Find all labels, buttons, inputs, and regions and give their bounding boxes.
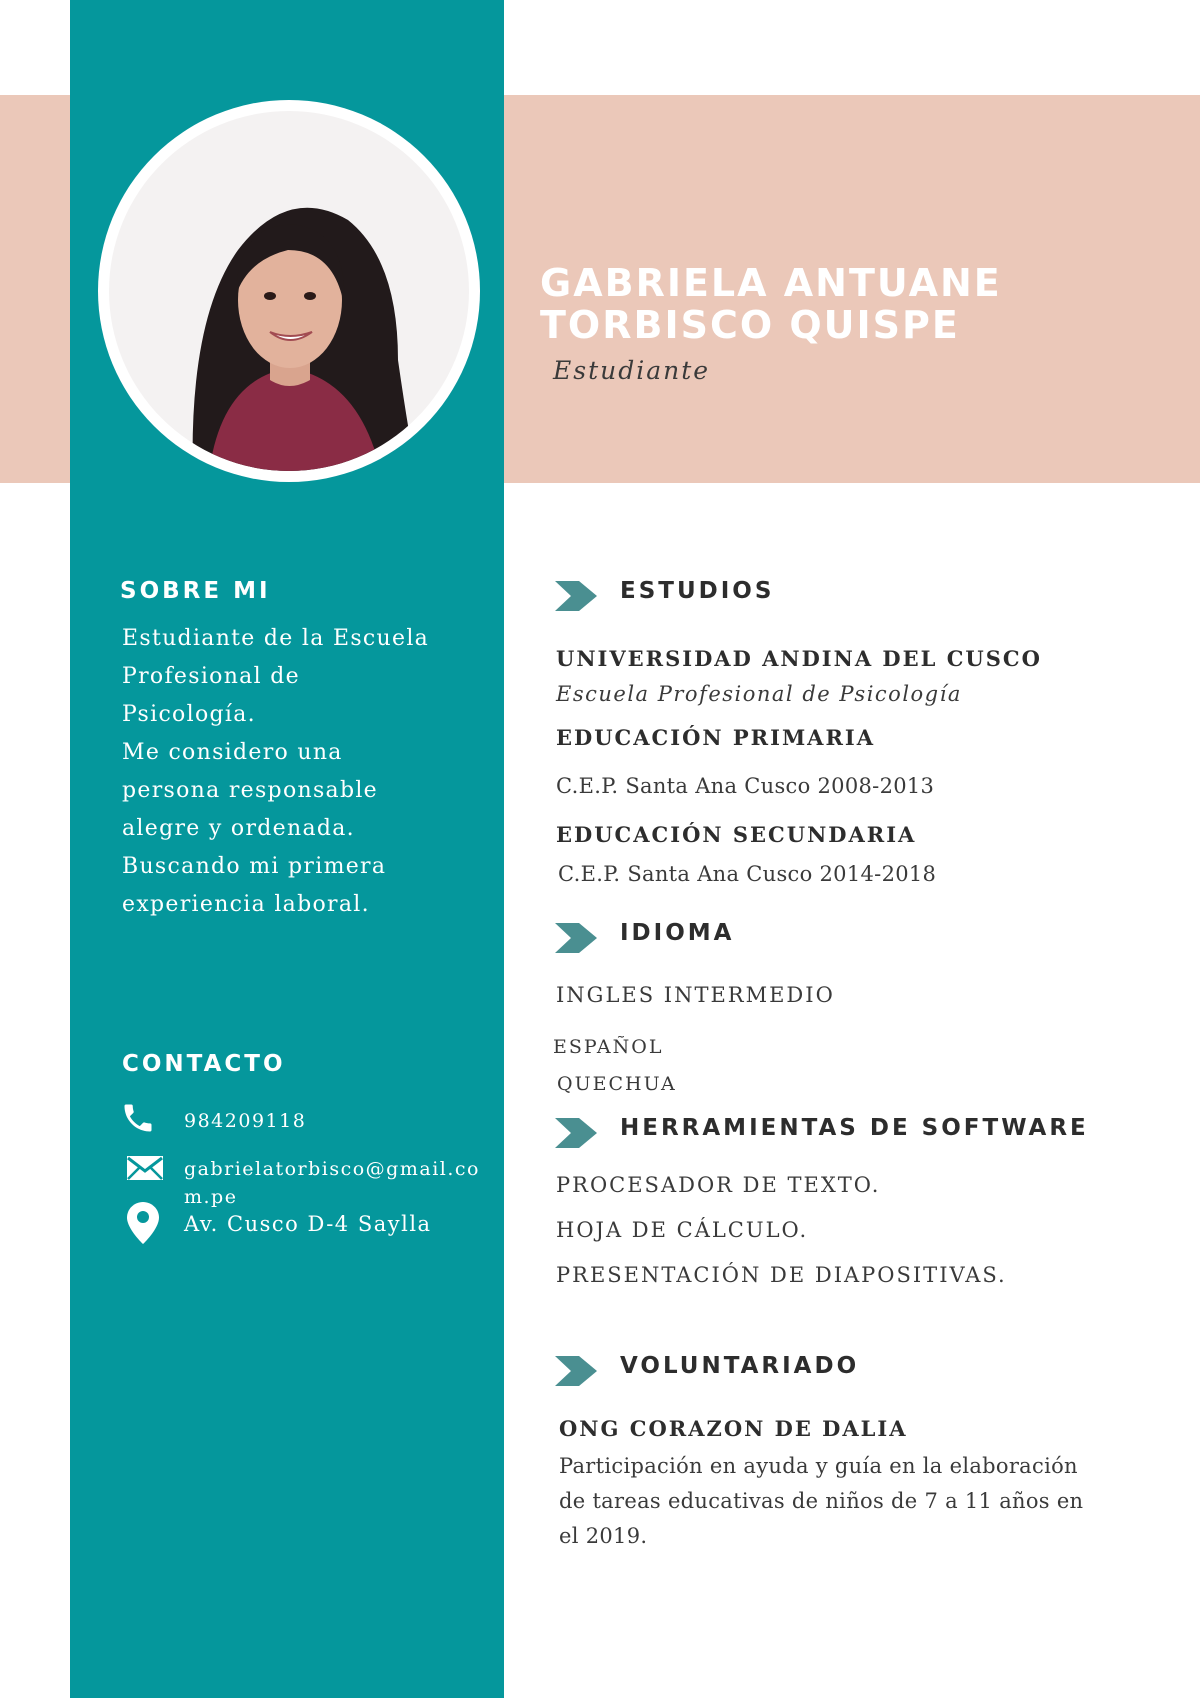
volunteer-line: Participación en ayuda y guía en la elaboración	[559, 1454, 1078, 1478]
profile-photo	[98, 100, 480, 482]
about-line: Me considero una	[122, 740, 343, 765]
secondary-title: EDUCACIÓN SECUNDARIA	[556, 822, 917, 847]
volunteer-line: el 2019.	[559, 1524, 648, 1548]
primary-title: EDUCACIÓN PRIMARIA	[556, 725, 876, 750]
primary-detail: C.E.P. Santa Ana Cusco 2008-2013	[556, 774, 935, 798]
phone-icon	[120, 1100, 156, 1140]
about-line: Profesional de	[122, 664, 300, 689]
volunteer-title: VOLUNTARIADO	[620, 1353, 860, 1379]
software-title: HERRAMIENTAS DE SOFTWARE	[620, 1115, 1089, 1141]
language-item: ESPAÑOL	[553, 1036, 664, 1058]
chevron-right-icon	[555, 581, 597, 611]
chevron-right-icon	[555, 923, 597, 953]
phone-number: 984209118	[184, 1110, 307, 1132]
secondary-detail: C.E.P. Santa Ana Cusco 2014-2018	[558, 862, 937, 886]
about-line: Buscando mi primera	[122, 854, 387, 879]
about-line: persona responsable	[122, 778, 379, 803]
job-title: Estudiante	[553, 356, 711, 385]
language-item: INGLES INTERMEDIO	[556, 983, 835, 1007]
studies-title: ESTUDIOS	[620, 578, 775, 604]
about-line: experiencia laboral.	[122, 892, 370, 917]
email-line-2: m.pe	[184, 1186, 238, 1208]
languages-title: IDIOMA	[620, 920, 735, 946]
about-title: SOBRE MI	[120, 578, 271, 604]
email-line-1: gabrielatorbisco@gmail.co	[184, 1158, 480, 1180]
name-line-1: GABRIELA ANTUANE	[540, 261, 1002, 305]
mail-icon	[126, 1154, 164, 1186]
about-line: Psicología.	[122, 702, 256, 727]
university-name: UNIVERSIDAD ANDINA DEL CUSCO	[556, 646, 1042, 671]
about-line: Estudiante de la Escuela	[122, 626, 430, 651]
language-item: QUECHUA	[557, 1073, 677, 1095]
volunteer-line: de tareas educativas de niños de 7 a 11 años en	[559, 1489, 1084, 1513]
full-name	[540, 262, 1160, 346]
address: Av. Cusco D-4 Saylla	[184, 1212, 432, 1236]
software-item: HOJA DE CÁLCULO.	[556, 1218, 809, 1242]
contact-title: CONTACTO	[122, 1051, 286, 1077]
location-pin-icon	[127, 1202, 159, 1248]
about-line: alegre y ordenada.	[122, 816, 355, 841]
chevron-right-icon	[555, 1118, 597, 1148]
volunteer-org: ONG CORAZON DE DALIA	[559, 1416, 908, 1441]
name-line-2: TORBISCO QUISPE	[540, 303, 960, 347]
software-item: PROCESADOR DE TEXTO.	[556, 1173, 881, 1197]
software-item: PRESENTACIÓN DE DIAPOSITIVAS.	[556, 1263, 1007, 1287]
chevron-right-icon	[555, 1356, 597, 1386]
university-school: Escuela Profesional de Psicología	[556, 682, 962, 706]
about-text	[122, 620, 492, 924]
